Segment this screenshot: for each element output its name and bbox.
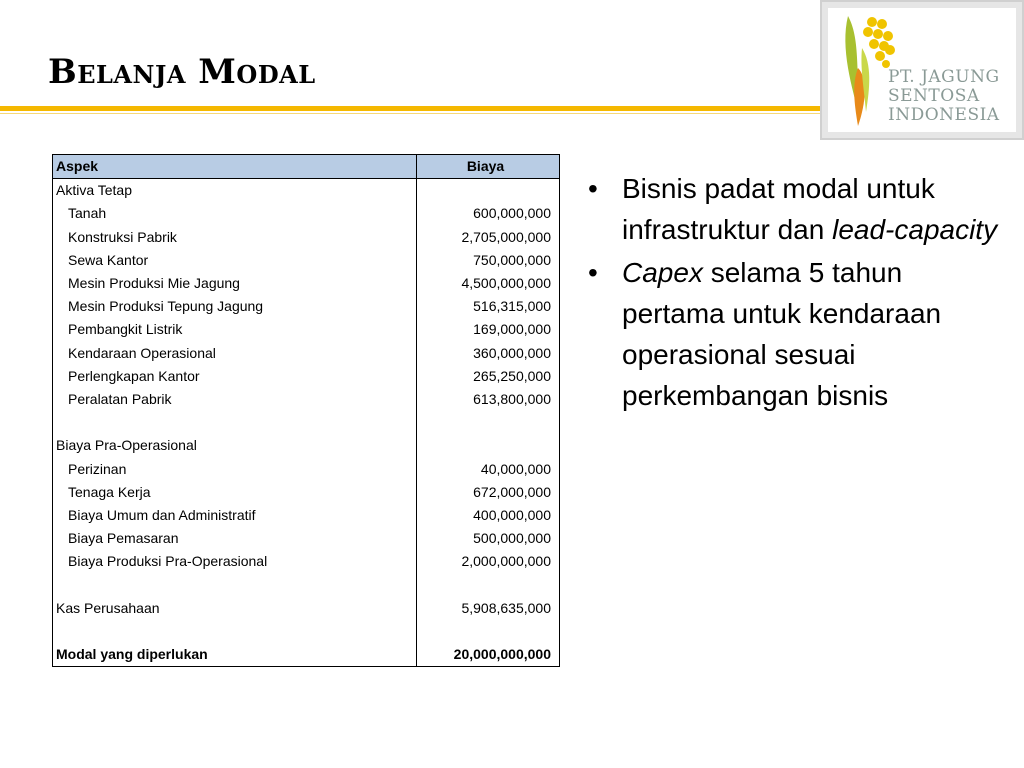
table-header-row	[53, 155, 560, 179]
bullet-1-italic: lead-capacity	[832, 214, 998, 245]
row-biaya: 2,000,000,000	[417, 550, 560, 573]
row-biaya: 169,000,000	[417, 318, 560, 341]
logo-line-3: INDONESIA	[888, 105, 1000, 125]
row-aspek: Pembangkit Listrik	[53, 318, 417, 341]
table-row	[53, 179, 560, 203]
row-aspek: Biaya Umum dan Administratif	[53, 504, 417, 527]
bullet-2-text: selama 5 tahun pertama untuk kendaraan operasional sesuai perkembangan bisnis	[622, 257, 942, 411]
table-row	[53, 434, 560, 457]
row-biaya: 2,705,000,000	[417, 226, 560, 249]
bullet-item-1	[584, 168, 1004, 250]
title-underline	[0, 106, 836, 111]
table-row	[53, 481, 560, 504]
total-aspek: Modal yang diperlukan	[53, 643, 417, 667]
table-row	[53, 318, 560, 341]
table-row	[53, 226, 560, 249]
row-biaya	[417, 434, 560, 457]
slide-title: Belanja Modal	[48, 52, 316, 92]
row-aspek: Biaya Pra-Operasional	[53, 434, 417, 457]
row-aspek: Tenaga Kerja	[53, 481, 417, 504]
row-biaya: 4,500,000,000	[417, 272, 560, 295]
row-aspek: Konstruksi Pabrik	[53, 226, 417, 249]
row-aspek: Mesin Produksi Mie Jagung	[53, 272, 417, 295]
row-aspek: Sewa Kantor	[53, 249, 417, 272]
row-biaya: 400,000,000	[417, 504, 560, 527]
table-row	[53, 504, 560, 527]
row-aspek: Biaya Pemasaran	[53, 527, 417, 550]
row-biaya: 40,000,000	[417, 457, 560, 480]
row-biaya: 750,000,000	[417, 249, 560, 272]
bullet-dot-icon: •	[588, 257, 598, 288]
header-aspek: Aspek	[53, 155, 417, 179]
bullet-2-italic: Capex	[622, 257, 703, 288]
row-aspek: Aktiva Tetap	[53, 179, 417, 203]
row-biaya: 600,000,000	[417, 202, 560, 225]
table-spacer-row	[53, 573, 560, 596]
bullet-item-2	[584, 252, 1004, 416]
capex-table	[52, 154, 560, 667]
bullet-1-text: Bisnis padat modal untuk infrastruktur dan	[622, 173, 935, 245]
table-spacer-row	[53, 411, 560, 434]
row-biaya: 360,000,000	[417, 342, 560, 365]
table-row	[53, 527, 560, 550]
row-biaya: 265,250,000	[417, 365, 560, 388]
table-row	[53, 342, 560, 365]
logo-line-2: SENTOSA	[888, 86, 980, 106]
table-row	[53, 272, 560, 295]
table-row	[53, 550, 560, 573]
table-spacer-row	[53, 620, 560, 643]
row-biaya: 5,908,635,000	[417, 597, 560, 620]
table-row	[53, 597, 560, 620]
table-row	[53, 388, 560, 411]
table-row	[53, 249, 560, 272]
row-aspek: Tanah	[53, 202, 417, 225]
table-total-row	[53, 643, 560, 667]
row-biaya: 516,315,000	[417, 295, 560, 318]
row-biaya	[417, 179, 560, 203]
row-aspek: Biaya Produksi Pra-Operasional	[53, 550, 417, 573]
logo-text	[888, 68, 1000, 125]
company-logo	[828, 8, 1016, 132]
table-row	[53, 457, 560, 480]
row-aspek: Perizinan	[53, 457, 417, 480]
bullet-dot-icon: •	[588, 173, 598, 204]
table-row	[53, 365, 560, 388]
total-biaya: 20,000,000,000	[417, 643, 560, 667]
header-biaya: Biaya	[417, 155, 560, 179]
title-underline-shadow	[0, 113, 836, 114]
row-biaya: 672,000,000	[417, 481, 560, 504]
table-row	[53, 295, 560, 318]
row-aspek: Perlengkapan Kantor	[53, 365, 417, 388]
row-aspek: Kas Perusahaan	[53, 597, 417, 620]
bullet-list	[584, 168, 1004, 418]
table-row	[53, 202, 560, 225]
logo-line-1: PT. JAGUNG	[888, 67, 1000, 87]
row-aspek: Mesin Produksi Tepung Jagung	[53, 295, 417, 318]
row-biaya: 500,000,000	[417, 527, 560, 550]
row-biaya: 613,800,000	[417, 388, 560, 411]
row-aspek: Peralatan Pabrik	[53, 388, 417, 411]
row-aspek: Kendaraan Operasional	[53, 342, 417, 365]
